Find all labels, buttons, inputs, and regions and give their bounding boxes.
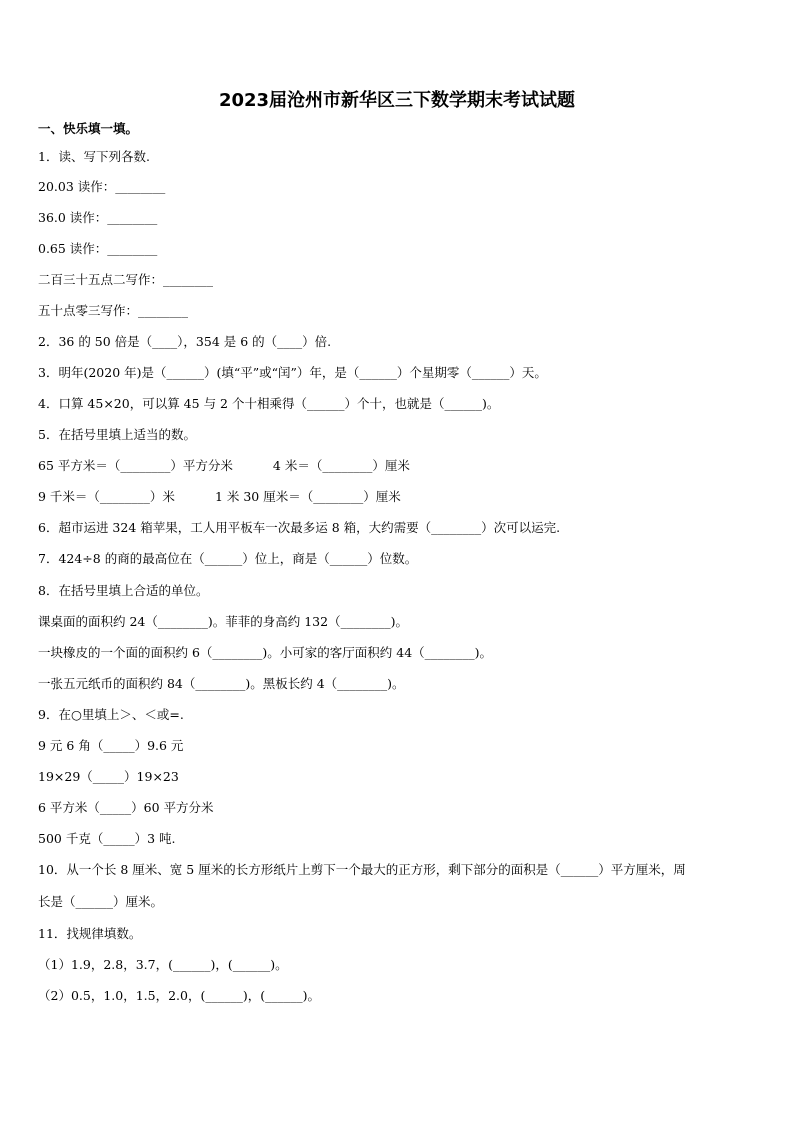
question-4: 4．口算 45×20，可以算 45 与 2 个十相乘得（______）个十，也就是（______)。 [38, 396, 500, 411]
q5-item-2: 4 米＝（________）厘米 [272, 458, 410, 473]
question-5: 5．在括号里填上适当的数。 [38, 427, 196, 442]
q9-item-3: 6 平方米（_____）60 平方分米 [38, 800, 214, 815]
q11-item-1: （1）1.9，2.8，3.7，(______)，(______)。 [38, 957, 288, 972]
question-6: 6．超市运进 324 箱苹果，工人用平板车一次最多运 8 箱，大约需要（________）次可以运完. [38, 520, 561, 535]
question-7: 7．424÷8 的商的最高位在（______）位上，商是（______）位数。 [38, 551, 418, 566]
q11-item-2: （2）0.5，1.0，1.5，2.0，(______)，(______)。 [38, 988, 320, 1003]
q5-row-1 [38, 458, 410, 474]
q1-item-1: 20.03 读作：________ [38, 179, 166, 194]
q8-item-1: 课桌面的面积约 24（________)。菲菲的身高约 132（________)。 [38, 614, 408, 629]
question-1: 1．读、写下列各数. [38, 149, 150, 164]
q5-item-3: 9 千米＝（________）米 [38, 489, 175, 504]
question-10-cont: 长是（______）厘米。 [38, 894, 164, 909]
q8-item-3: 一张五元纸币的面积约 84（________)。黑板长约 4（________)。 [38, 676, 405, 691]
q5-item-4: 1 米 30 厘米＝（________）厘米 [214, 489, 401, 504]
q1-item-4: 二百三十五点二写作：________ [38, 272, 214, 287]
q9-item-4: 500 千克（_____）3 吨. [38, 831, 176, 846]
section-heading: 一、快乐填一填。 [38, 121, 139, 136]
q5-item-1: 65 平方米＝（________）平方分米 [38, 458, 233, 473]
question-11: 11．找规律填数。 [38, 926, 142, 941]
question-8: 8．在括号里填上合适的单位。 [38, 583, 209, 598]
q1-item-5: 五十点零三写作：________ [38, 303, 189, 318]
question-10: 10．从一个长 8 厘米、宽 5 厘米的长方形纸片上剪下一个最大的正方形，剩下部分的面积是（______）平方厘米，周 [38, 862, 686, 877]
question-2: 2．36 的 50 倍是（____），354 是 6 的（____）倍. [38, 334, 332, 349]
question-3: 3．明年(2020 年)是（______）(填“平”或“闰”）年，是（______）个星期零（______）天。 [38, 365, 547, 380]
q1-item-2: 36.0 读作：________ [38, 210, 158, 225]
question-9: 9．在○里填上＞、＜或=. [38, 707, 184, 722]
page-title: 2023届沧州市新华区三下数学期末考试试题 [218, 90, 576, 111]
q8-item-2: 一块橡皮的一个面的面积约 6（________)。小可家的客厅面积约 44（________)。 [38, 645, 493, 660]
q9-item-2: 19×29（_____）19×23 [38, 769, 179, 784]
q1-item-3: 0.65 读作：________ [38, 241, 158, 256]
q5-row-2 [38, 489, 401, 505]
q9-item-1: 9 元 6 角（_____）9.6 元 [38, 738, 184, 753]
